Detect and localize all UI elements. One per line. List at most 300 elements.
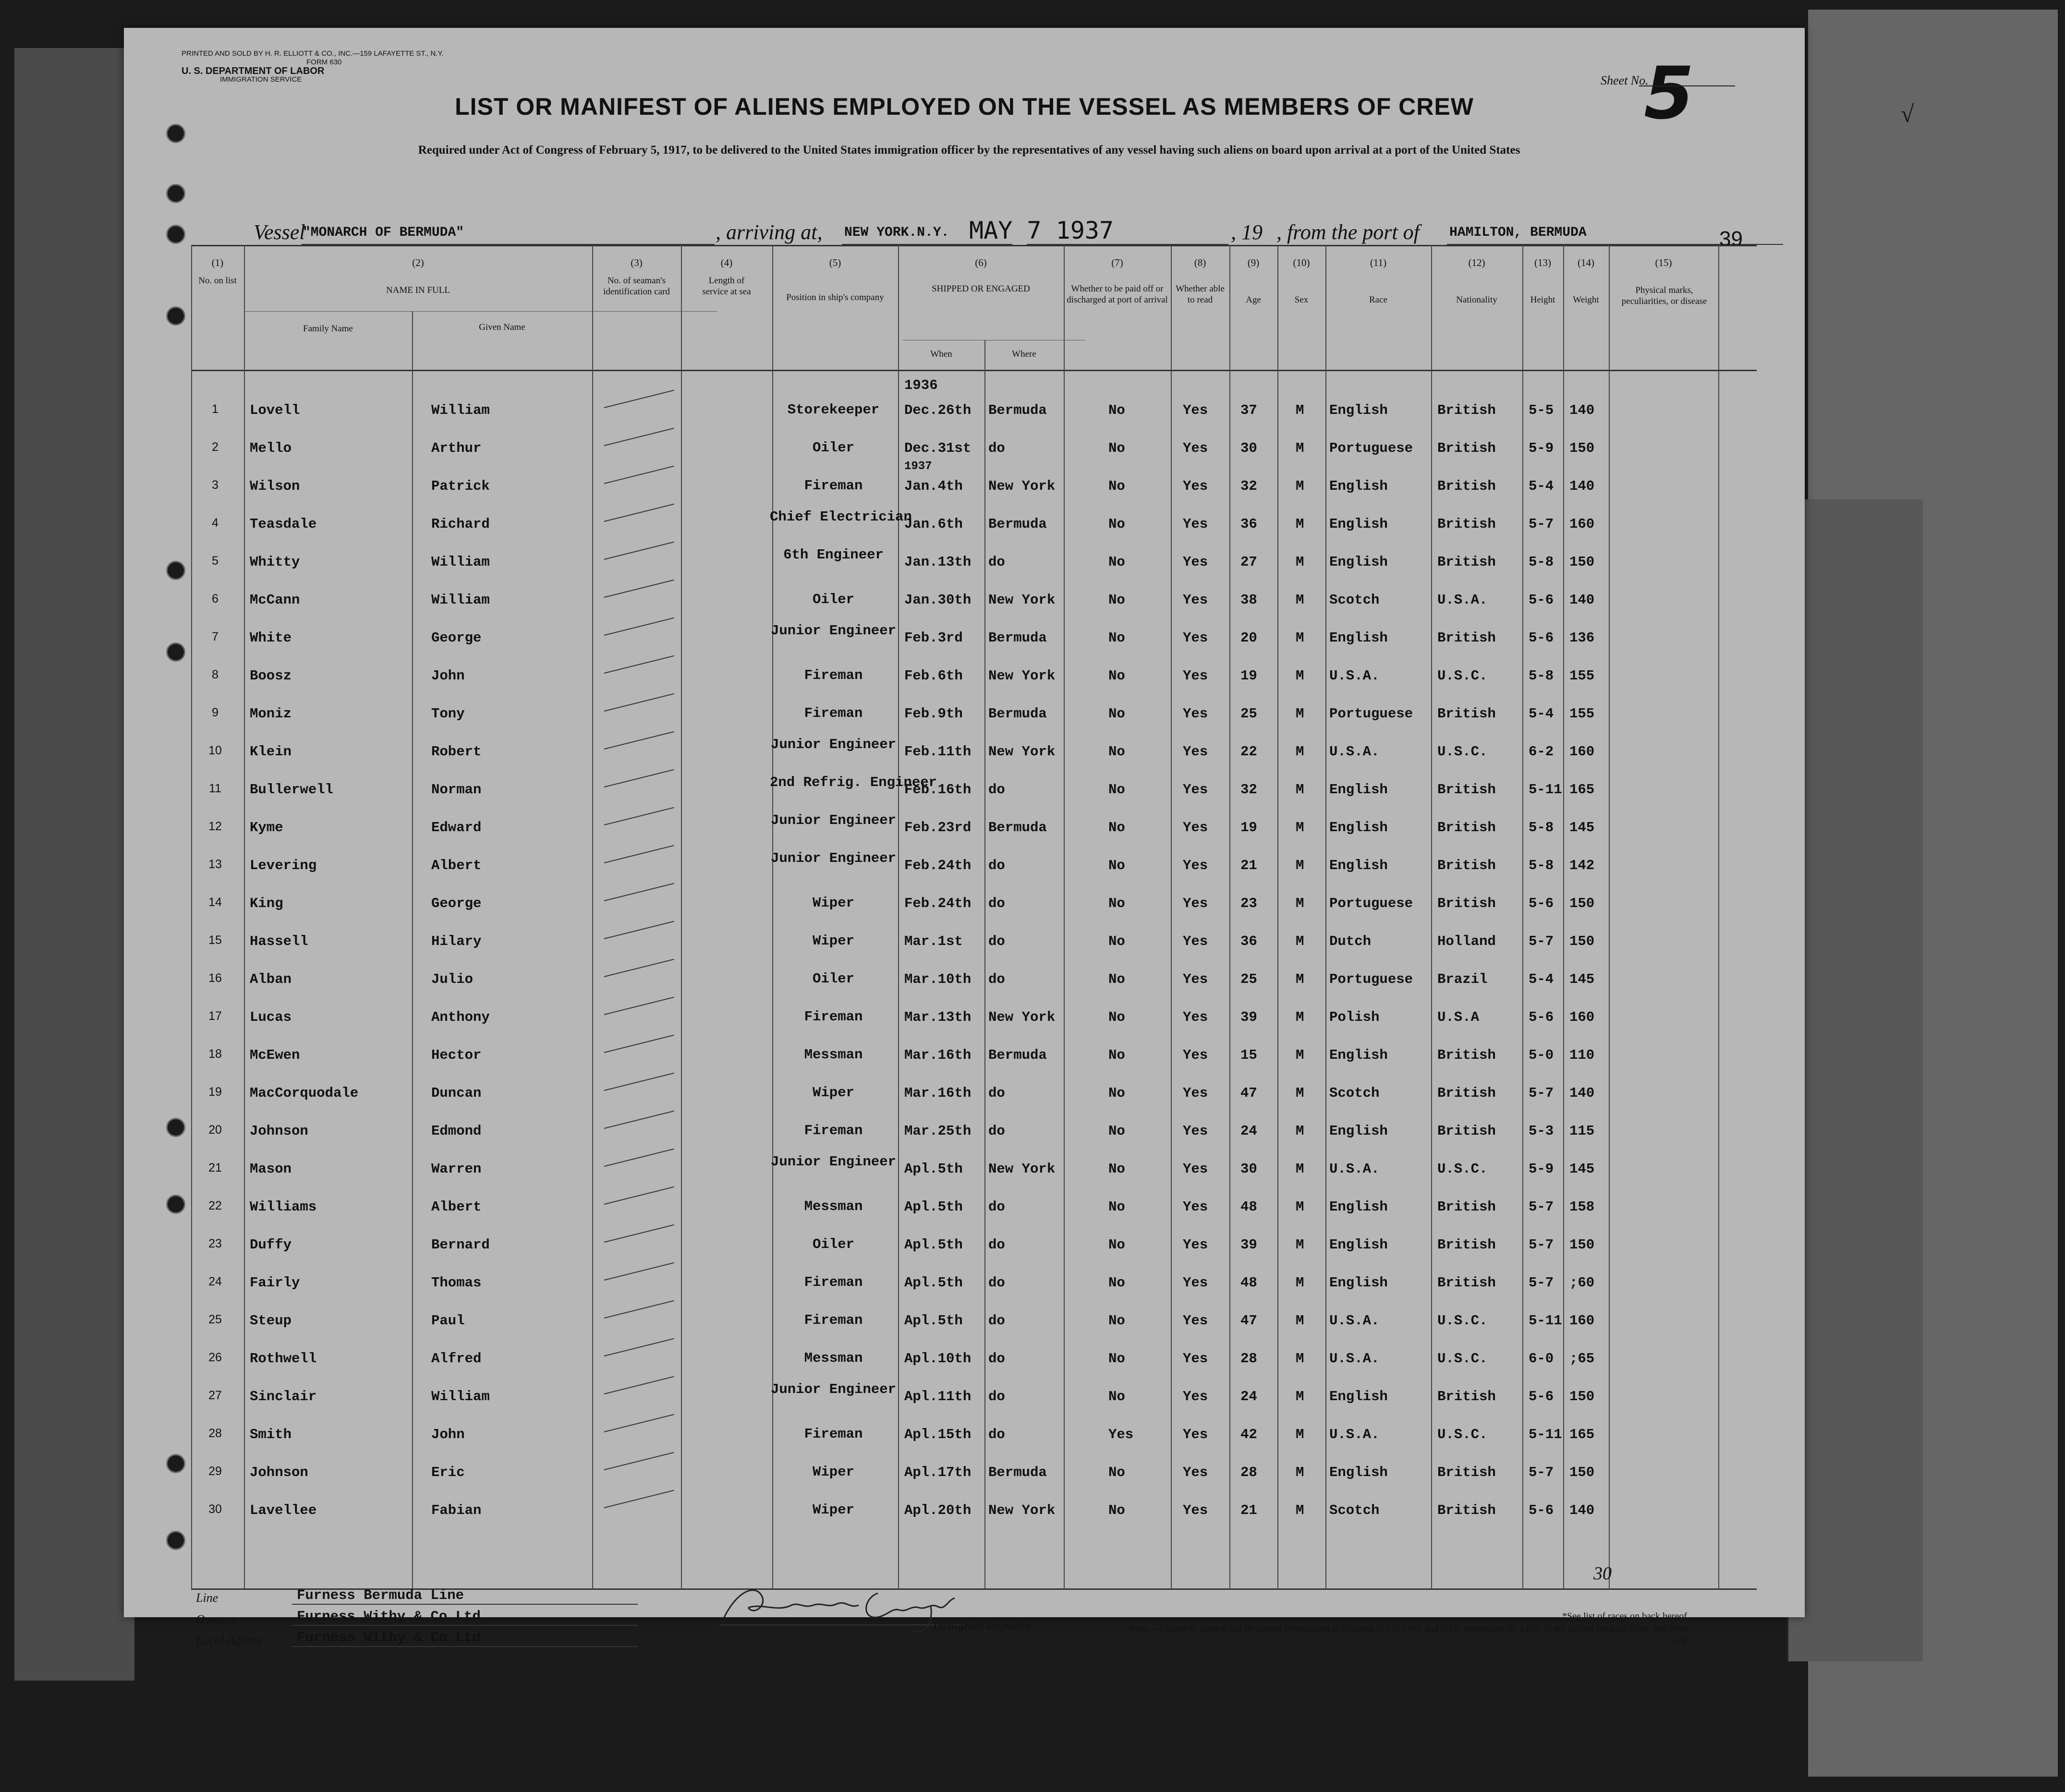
shipped-where: Bermuda	[988, 516, 1047, 532]
table-row	[124, 812, 1805, 858]
given-name: Tony	[431, 706, 465, 722]
paid-off: No	[1108, 1161, 1125, 1177]
arriving-port: NEW YORK.N.Y.	[844, 225, 949, 240]
able-to-read: Yes	[1183, 1389, 1208, 1405]
age: 22	[1240, 744, 1257, 760]
colnum-9: (9)	[1247, 257, 1260, 268]
table-row	[124, 1009, 1805, 1048]
races-note: *See list of races on back hereof.	[1562, 1611, 1689, 1622]
family-name: Johnson	[250, 1123, 308, 1139]
age: 47	[1240, 1313, 1257, 1329]
table-row	[124, 592, 1805, 630]
row-number: 22	[208, 1199, 222, 1212]
weight: 165	[1569, 1427, 1595, 1442]
nationality: U.S.C.	[1437, 1351, 1488, 1367]
position: Junior Engineer	[770, 737, 897, 752]
paid-off: No	[1108, 554, 1125, 570]
row-number: 29	[208, 1465, 222, 1478]
height: 5-11	[1529, 1427, 1562, 1442]
family-name: Steup	[250, 1313, 292, 1329]
table-row	[124, 1351, 1805, 1389]
position: 2nd Refrig. Engineer	[770, 775, 937, 790]
shipped-when: Apl.5th	[904, 1237, 963, 1253]
nationality: British	[1437, 630, 1496, 646]
able-to-read: Yes	[1183, 630, 1208, 646]
nationality: British	[1437, 554, 1496, 570]
table-row	[124, 478, 1805, 517]
weight: 142	[1569, 858, 1595, 873]
shipped-when: Jan.13th	[904, 554, 972, 570]
age: 21	[1240, 1502, 1257, 1518]
table-row	[124, 547, 1805, 593]
weight: 140	[1569, 478, 1595, 494]
height: 5-3	[1529, 1123, 1554, 1139]
height: 5-8	[1529, 668, 1554, 684]
position: Wiper	[812, 1085, 854, 1101]
id-card-tick-mark	[604, 390, 674, 408]
nationality: U.S.C.	[1437, 668, 1488, 684]
sex: M	[1296, 1389, 1304, 1405]
weight: 160	[1569, 1009, 1595, 1025]
paid-off: No	[1108, 592, 1125, 608]
family-name: McCann	[250, 592, 300, 608]
shipped-where: do	[988, 1085, 1005, 1101]
table-row	[124, 668, 1805, 706]
header-shipped-engaged: SHIPPED OR ENGAGED	[932, 284, 1030, 294]
sex: M	[1296, 858, 1304, 873]
shipped-where: do	[988, 858, 1005, 873]
weight: 110	[1569, 1047, 1595, 1063]
header-height: Height	[1530, 295, 1555, 305]
height: 5-9	[1529, 1161, 1554, 1177]
position: Fireman	[804, 705, 863, 721]
row-number: 9	[212, 706, 219, 719]
family-name: Smith	[250, 1427, 292, 1442]
race: English	[1329, 516, 1388, 532]
nationality: U.S.C.	[1437, 1161, 1488, 1177]
paid-off: No	[1108, 1047, 1125, 1063]
given-name: Edward	[431, 820, 482, 835]
position: Messman	[804, 1047, 863, 1063]
height: 5-11	[1529, 1313, 1562, 1329]
crew-tally: 30	[1593, 1563, 1612, 1584]
able-to-read: Yes	[1183, 440, 1208, 456]
family-name: Hassell	[250, 933, 308, 949]
race: U.S.A.	[1329, 1313, 1380, 1329]
row-number: 27	[208, 1389, 222, 1402]
able-to-read: Yes	[1183, 1313, 1208, 1329]
shipped-where: do	[988, 440, 1005, 456]
row-number: 28	[208, 1427, 222, 1440]
race: Polish	[1329, 1009, 1380, 1025]
paid-off: No	[1108, 896, 1125, 911]
colnum-4: (4)	[720, 257, 733, 268]
given-name: Hilary	[431, 933, 482, 949]
weight: ;65	[1569, 1351, 1595, 1367]
position: Oiler	[812, 440, 854, 456]
age: 48	[1240, 1275, 1257, 1291]
race: English	[1329, 858, 1388, 873]
race: English	[1329, 1199, 1388, 1215]
age: 28	[1240, 1465, 1257, 1480]
year-1936: 1936	[904, 377, 938, 393]
row-number: 19	[208, 1085, 222, 1099]
position: Wiper	[812, 1502, 854, 1518]
position: Wiper	[812, 933, 854, 949]
row-number: 10	[208, 744, 222, 757]
race: English	[1329, 1123, 1388, 1139]
race: Scotch	[1329, 592, 1380, 608]
race: Portuguese	[1329, 896, 1413, 911]
table-row	[124, 402, 1805, 441]
height: 5-7	[1529, 933, 1554, 949]
from-label: , from the port of	[1276, 220, 1420, 244]
nationality: Holland	[1437, 933, 1496, 949]
able-to-read: Yes	[1183, 516, 1208, 532]
position: Messman	[804, 1350, 863, 1366]
header-bottom-border	[191, 370, 1757, 371]
family-name: Mason	[250, 1161, 292, 1177]
weight: 150	[1569, 554, 1595, 570]
shipped-when: Mar.10th	[904, 971, 972, 987]
height: 5-9	[1529, 440, 1554, 456]
sex: M	[1296, 554, 1304, 570]
header-physical-marks: Physical marks, peculiarities, or disease	[1621, 285, 1707, 306]
weight: 145	[1569, 1161, 1595, 1177]
nationality: British	[1437, 706, 1496, 722]
nationality: British	[1437, 1085, 1496, 1101]
age: 32	[1240, 478, 1257, 494]
shipped-when: Feb.9th	[904, 706, 963, 722]
family-name: Lovell	[250, 402, 300, 418]
shipped-when: Mar.25th	[904, 1123, 972, 1139]
position: Fireman	[804, 1426, 863, 1442]
able-to-read: Yes	[1183, 858, 1208, 873]
given-name: Fabian	[431, 1502, 482, 1518]
table-row	[124, 737, 1805, 782]
given-name: William	[431, 592, 490, 608]
family-name: Alban	[250, 971, 292, 987]
height: 5-4	[1529, 971, 1554, 987]
able-to-read: Yes	[1183, 1237, 1208, 1253]
weight: ;60	[1569, 1275, 1595, 1291]
race: English	[1329, 1047, 1388, 1063]
shipped-where: New York	[988, 1009, 1056, 1025]
table-row	[124, 896, 1805, 934]
height: 5-7	[1529, 1275, 1554, 1291]
age: 25	[1240, 706, 1257, 722]
weight: 145	[1569, 971, 1595, 987]
shipped-where: Bermuda	[988, 402, 1047, 418]
age: 39	[1240, 1009, 1257, 1025]
row-number: 20	[208, 1123, 222, 1137]
shipped-where: New York	[988, 592, 1056, 608]
table-row	[124, 1427, 1805, 1465]
position: Fireman	[804, 667, 863, 683]
able-to-read: Yes	[1183, 1161, 1208, 1177]
shipped-where: Bermuda	[988, 820, 1047, 835]
position: Chief Electrician	[770, 509, 912, 525]
crew-table	[124, 28, 1805, 1617]
shipped-when: Dec.26th	[904, 402, 972, 418]
shipped-when: Dec.31st	[904, 440, 972, 456]
nationality: U.S.C.	[1437, 1427, 1488, 1442]
height: 5-6	[1529, 896, 1554, 911]
vessel-name: "MONARCH OF BERMUDA"	[303, 225, 464, 240]
able-to-read: Yes	[1183, 1085, 1208, 1101]
given-name: Anthony	[431, 1009, 490, 1025]
nationality: British	[1437, 478, 1496, 494]
given-name: Albert	[431, 858, 482, 873]
row-number: 3	[212, 478, 219, 492]
position: Fireman	[804, 1274, 863, 1290]
family-name: Fairly	[250, 1275, 300, 1291]
header-age: Age	[1246, 295, 1261, 305]
shipped-where: Bermuda	[988, 1465, 1047, 1480]
height: 6-0	[1529, 1351, 1554, 1367]
age: 27	[1240, 554, 1257, 570]
shipped-where: do	[988, 1237, 1005, 1253]
owners-value: Furness Withy & Co.Ltd	[297, 1609, 481, 1624]
adjacent-page-edge	[1786, 499, 1923, 1661]
position: Junior Engineer	[770, 623, 897, 639]
paid-off: No	[1108, 1199, 1125, 1215]
shipped-when: Apl.5th	[904, 1275, 963, 1291]
date-stamp: MAY 7 1937	[969, 217, 1114, 244]
sex: M	[1296, 1313, 1304, 1329]
weight: 160	[1569, 744, 1595, 760]
table-row	[124, 1465, 1805, 1503]
given-name: Paul	[431, 1313, 465, 1329]
year-1937: 1937	[904, 460, 932, 473]
age: 28	[1240, 1351, 1257, 1367]
shipped-when: Jan.30th	[904, 592, 972, 608]
nationality: British	[1437, 1389, 1496, 1405]
able-to-read: Yes	[1183, 1009, 1208, 1025]
weight: 165	[1569, 782, 1595, 798]
paid-off: No	[1108, 782, 1125, 798]
given-name: Edmond	[431, 1123, 482, 1139]
corner-check-mark: √	[1901, 100, 1914, 127]
colnum-2: (2)	[412, 257, 424, 268]
position: Wiper	[812, 1464, 854, 1480]
height: 5-4	[1529, 478, 1554, 494]
printer-line: PRINTED AND SOLD BY H. R. ELLIOTT & CO., INC.—159 LAFAYETTE ST., N.Y.	[182, 49, 444, 58]
age: 24	[1240, 1389, 1257, 1405]
table-row	[124, 1085, 1805, 1124]
header-length-of-service: Length of service at sea	[702, 276, 751, 297]
colnum-14: (14)	[1578, 257, 1594, 268]
page-number: 39	[1719, 227, 1743, 251]
height: 5-7	[1529, 1465, 1554, 1480]
shipped-when: Apl.20th	[904, 1502, 972, 1518]
family-name: Klein	[250, 744, 292, 760]
age: 19	[1240, 668, 1257, 684]
owners-underline	[292, 1625, 638, 1626]
shipped-when: Apl.5th	[904, 1313, 963, 1329]
header-weight: Weight	[1573, 295, 1599, 305]
table-row	[124, 440, 1805, 479]
shipped-when: Mar.16th	[904, 1085, 972, 1101]
paid-off: No	[1108, 516, 1125, 532]
family-name: Johnson	[250, 1465, 308, 1480]
shipped-where: do	[988, 971, 1005, 987]
shipped-where: New York	[988, 1161, 1056, 1177]
row-number: 14	[208, 896, 222, 909]
table-row	[124, 1123, 1805, 1162]
nationality: British	[1437, 1275, 1496, 1291]
shipped-when: Feb.24th	[904, 858, 972, 873]
table-row	[124, 706, 1805, 744]
row-number: 15	[208, 933, 222, 947]
sex: M	[1296, 896, 1304, 911]
shipped-when: Mar.13th	[904, 1009, 972, 1025]
row-number: 23	[208, 1237, 222, 1250]
nationality: Brazil	[1437, 971, 1488, 987]
header-name-in-full: NAME IN FULL	[386, 285, 450, 295]
arriving-label: , arriving at,	[716, 220, 823, 244]
shipped-where: do	[988, 896, 1005, 911]
paid-off: No	[1108, 1351, 1125, 1367]
able-to-read: Yes	[1183, 402, 1208, 418]
colnum-15: (15)	[1655, 257, 1672, 268]
shipped-when: Mar.16th	[904, 1047, 972, 1063]
sex: M	[1296, 1502, 1304, 1518]
header-given-name: Given Name	[479, 322, 525, 332]
row-number: 11	[209, 782, 221, 795]
nationality: British	[1437, 402, 1496, 418]
table-row	[124, 1381, 1805, 1427]
shipped-where: New York	[988, 478, 1056, 494]
height: 5-4	[1529, 706, 1554, 722]
table-row	[124, 1154, 1805, 1199]
line-underline	[292, 1604, 638, 1605]
sex: M	[1296, 402, 1304, 418]
able-to-read: Yes	[1183, 554, 1208, 570]
nationality: U.S.C.	[1437, 744, 1488, 760]
line-value: Furness Bermuda Line	[297, 1587, 464, 1603]
position: Fireman	[804, 1009, 863, 1025]
paid-off: No	[1108, 1313, 1125, 1329]
race: U.S.A.	[1329, 1161, 1380, 1177]
race: English	[1329, 820, 1388, 835]
family-name: Sinclair	[250, 1389, 317, 1405]
given-name: Julio	[431, 971, 474, 987]
shipped-when: Feb.23rd	[904, 820, 972, 835]
paid-off: No	[1108, 1502, 1125, 1518]
shipped-when: Apl.11th	[904, 1389, 972, 1405]
nationality: British	[1437, 896, 1496, 911]
position: Messman	[804, 1199, 863, 1214]
row-number: 13	[208, 858, 222, 871]
given-name: Hector	[431, 1047, 482, 1063]
able-to-read: Yes	[1183, 933, 1208, 949]
paid-off: No	[1108, 668, 1125, 684]
able-to-read: Yes	[1183, 1502, 1208, 1518]
weight: 150	[1569, 1237, 1595, 1253]
family-name: Lucas	[250, 1009, 292, 1025]
nationality: British	[1437, 1465, 1496, 1480]
row-number: 17	[208, 1009, 222, 1023]
age: 47	[1240, 1085, 1257, 1101]
able-to-read: Yes	[1183, 1199, 1208, 1215]
race: Dutch	[1329, 933, 1372, 949]
table-row	[124, 1047, 1805, 1086]
age: 25	[1240, 971, 1257, 987]
position: Junior Engineer	[770, 1154, 897, 1170]
able-to-read: Yes	[1183, 896, 1208, 911]
header-sex: Sex	[1294, 295, 1309, 305]
table-row	[124, 775, 1805, 820]
colnum-1: (1)	[211, 257, 224, 268]
shipped-where: do	[988, 1313, 1005, 1329]
paid-off: No	[1108, 1237, 1125, 1253]
family-name: Duffy	[250, 1237, 292, 1253]
shipped-where: Bermuda	[988, 1047, 1047, 1063]
header-id-card: No. of seaman's identification card	[603, 276, 670, 297]
sex: M	[1296, 782, 1304, 798]
shipped-when: Mar.1st	[904, 933, 963, 949]
table-row	[124, 971, 1805, 1010]
race: English	[1329, 1237, 1388, 1253]
able-to-read: Yes	[1183, 1047, 1208, 1063]
weight: 145	[1569, 820, 1595, 835]
shipped-when: Feb.16th	[904, 782, 972, 798]
shipped-where: New York	[988, 1502, 1056, 1518]
header-family-name: Family Name	[303, 324, 353, 334]
race: English	[1329, 478, 1388, 494]
able-to-read: Yes	[1183, 744, 1208, 760]
race: U.S.A.	[1329, 744, 1380, 760]
sex: M	[1296, 1123, 1304, 1139]
height: 6-2	[1529, 744, 1554, 760]
table-row	[124, 1199, 1805, 1237]
able-to-read: Yes	[1183, 478, 1208, 494]
age: 15	[1240, 1047, 1257, 1063]
family-name: Rothwell	[250, 1351, 317, 1367]
shipped-where: Bermuda	[988, 706, 1047, 722]
weight: 140	[1569, 402, 1595, 418]
position: 6th Engineer	[783, 547, 884, 563]
age: 36	[1240, 933, 1257, 949]
given-name: George	[431, 630, 482, 646]
height: 5-5	[1529, 402, 1554, 418]
row-number: 4	[212, 516, 219, 530]
height: 5-0	[1529, 1047, 1554, 1063]
agents-underline	[292, 1646, 638, 1647]
race: Scotch	[1329, 1085, 1380, 1101]
position: Junior Engineer	[770, 1381, 897, 1397]
form-number: FORM 630	[306, 58, 342, 66]
colnum-6: (6)	[975, 257, 987, 268]
weight: 150	[1569, 896, 1595, 911]
row-number: 18	[208, 1047, 222, 1061]
agents-label: Local Agents	[196, 1634, 262, 1647]
given-name: George	[431, 896, 482, 911]
sex: M	[1296, 592, 1304, 608]
weight: 160	[1569, 1313, 1595, 1329]
table-row	[124, 1502, 1805, 1541]
colnum-5: (5)	[829, 257, 841, 268]
position: Storekeeper	[787, 402, 880, 418]
table-row	[124, 623, 1805, 668]
colnum-13: (13)	[1534, 257, 1551, 268]
colnum-3: (3)	[631, 257, 643, 268]
family-name: King	[250, 896, 283, 911]
able-to-read: Yes	[1183, 1275, 1208, 1291]
header-race: Race	[1369, 295, 1387, 305]
given-name: John	[431, 668, 465, 684]
